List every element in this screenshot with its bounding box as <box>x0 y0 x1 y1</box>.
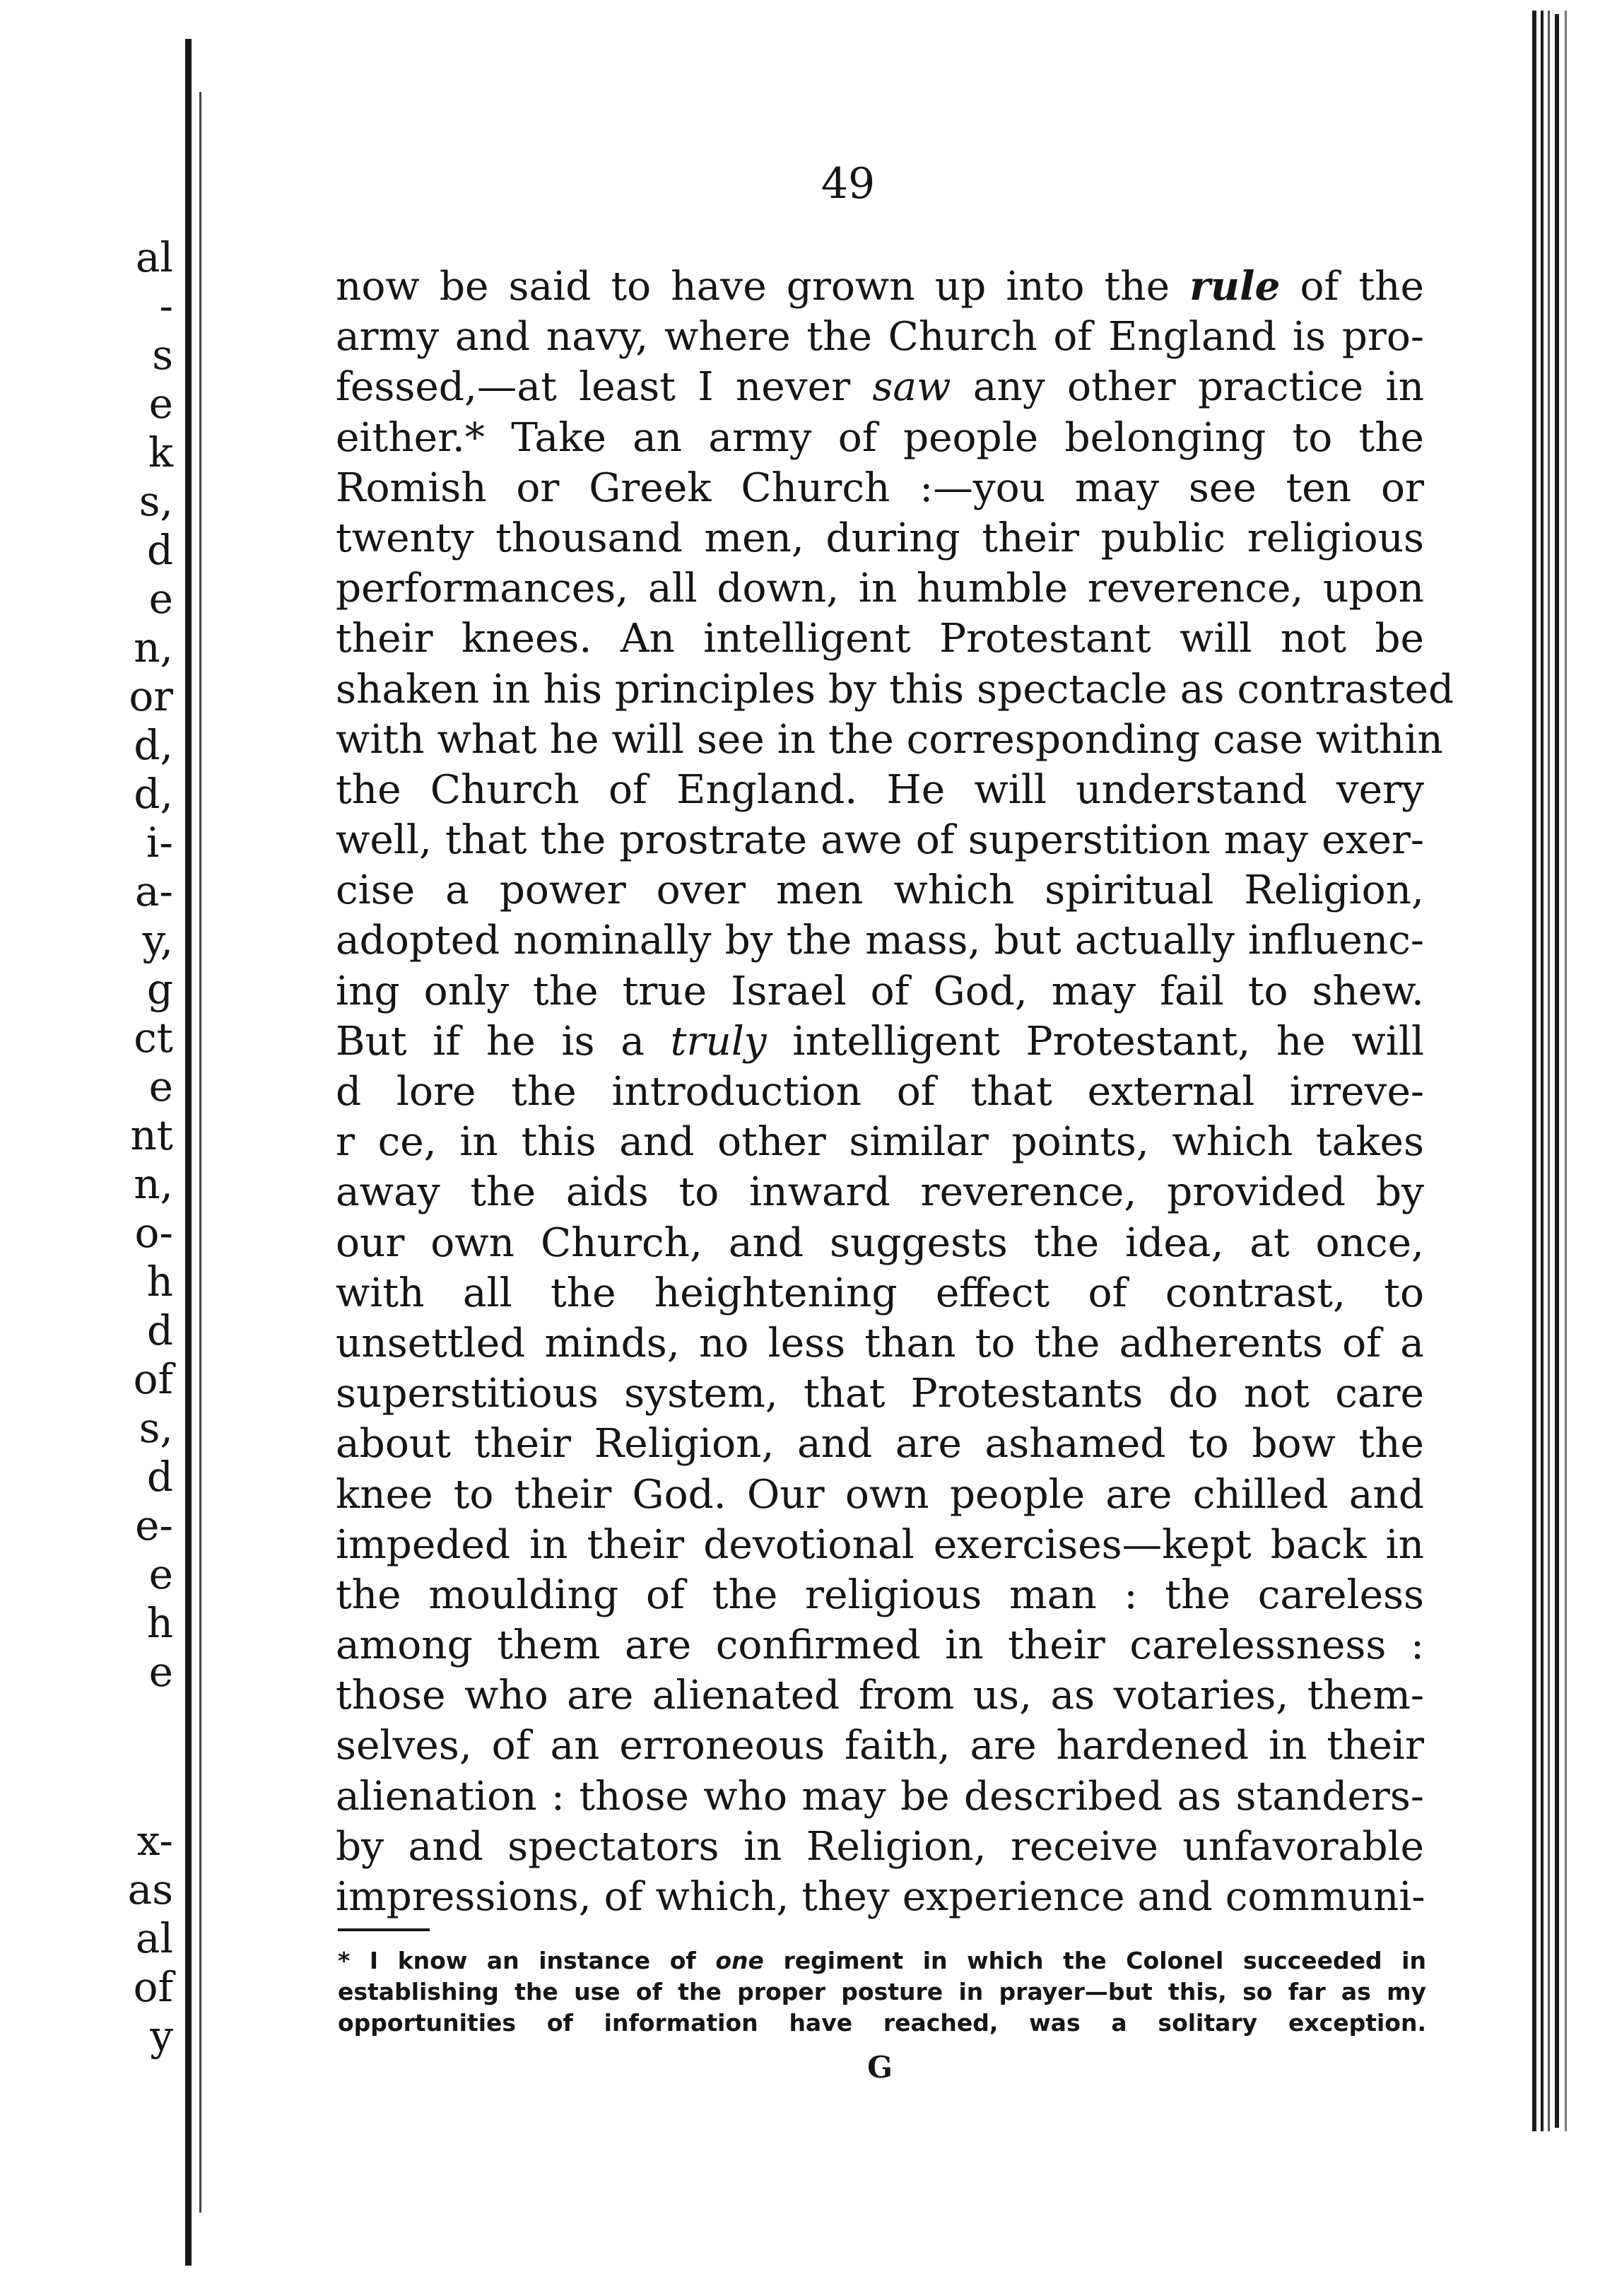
text-run: any other practice in <box>951 364 1424 411</box>
text-run: selves, of an erroneous faith, are hardened in their <box>336 1723 1424 1769</box>
text-run: regiment in which the Colonel succeeded in <box>763 1947 1426 1974</box>
text-line <box>336 463 1424 513</box>
text-line <box>336 1318 1424 1369</box>
facing-page-fragment: d <box>146 526 173 574</box>
text-line <box>336 563 1424 614</box>
footnote-line <box>338 2008 1426 2039</box>
text-run: d lore the introduction of that external irreve- <box>336 1069 1424 1115</box>
text-run: adopted nominally by the mass, but actually influenc- <box>336 918 1424 964</box>
text-line <box>336 715 1443 765</box>
text-line <box>336 1419 1424 1469</box>
text-run: now be said to have grown up into the <box>336 264 1190 310</box>
body-text <box>336 262 1454 1922</box>
text-line <box>336 1117 1424 1167</box>
text-line <box>336 312 1424 362</box>
text-run: Romish or Greek Church :—you may see ten or <box>336 464 1424 511</box>
facing-page-fragment: g <box>146 965 173 1013</box>
text-run: rule <box>1189 263 1281 310</box>
text-run: knee to their God. Our own people are chilled and <box>336 1471 1424 1518</box>
text-line <box>336 1771 1424 1822</box>
facing-page-fragment: o- <box>134 1209 173 1257</box>
text-run: well, that the prostrate awe of superstition may exer- <box>336 817 1424 864</box>
facing-page-fragment: or <box>129 672 173 720</box>
book-gutter-shadow <box>199 92 201 2213</box>
facing-page-fragment: nt <box>130 1111 173 1159</box>
facing-page-fragment: ct <box>134 1014 173 1062</box>
page-edge-line <box>1532 11 1536 2131</box>
text-line <box>336 865 1424 915</box>
text-run: impeded in their devotional exercises—kept back in <box>336 1521 1424 1568</box>
text-run: by and spectators in Religion, receive unfavorable <box>336 1823 1424 1870</box>
text-run: their knees. An intelligent Protestant will not be <box>336 616 1424 662</box>
text-line <box>336 1620 1424 1670</box>
footnote-line <box>338 1976 1426 2008</box>
text-run: with all the heightening effect of contrast, to <box>336 1270 1424 1316</box>
text-line <box>336 915 1424 966</box>
text-run: fessed,—at least I never <box>336 364 873 411</box>
facing-page-fragment: i- <box>146 819 173 867</box>
text-line <box>336 1470 1424 1520</box>
facing-page-fragment: d <box>146 1453 173 1501</box>
text-run: alienation : those who may be described as standers- <box>336 1773 1424 1820</box>
facing-page-fragment: of <box>133 1963 173 2011</box>
facing-page-fragment: n, <box>134 1160 173 1208</box>
text-line <box>336 362 1424 412</box>
page-edge-line <box>1565 11 1567 2131</box>
page-number: 49 <box>821 159 876 209</box>
text-line <box>336 1268 1424 1318</box>
facing-page-fragment: x- <box>136 1817 173 1865</box>
text-line <box>336 1067 1424 1117</box>
text-line <box>336 513 1424 563</box>
facing-page-fragment: al <box>135 233 173 281</box>
text-run: establishing the use of the proper posture in prayer—but this, so far as my <box>338 1978 1426 2005</box>
text-run: the moulding of the religious man : the careless <box>336 1571 1424 1618</box>
text-run: ing only the true Israel of God, may fail to shew. <box>336 968 1424 1014</box>
facing-page-fragment: k <box>148 428 173 476</box>
text-line <box>336 1822 1424 1872</box>
text-line <box>336 664 1454 715</box>
facing-page-fragment: e <box>148 1550 173 1598</box>
facing-page-fragment: n, <box>134 623 173 672</box>
text-run: about their Religion, and are ashamed to bow the <box>336 1421 1424 1468</box>
facing-page-fragment: a- <box>134 867 173 915</box>
text-run: either.* Take an army of people belonging to the <box>336 414 1424 461</box>
text-run: away the aids to inward reverence, provided by <box>336 1169 1424 1216</box>
text-line <box>336 815 1424 865</box>
facing-page-fragment: h <box>146 1599 173 1647</box>
text-run: intelligent Protestant, he will <box>766 1018 1424 1065</box>
facing-page-fragment: e <box>148 380 173 428</box>
facing-page-fragment: d <box>146 1306 173 1354</box>
text-line <box>336 1520 1424 1570</box>
page-edge-line <box>1555 14 1559 2128</box>
text-line <box>336 413 1424 463</box>
text-run: cise a power over men which spiritual Religion, <box>336 867 1424 914</box>
facing-page-fragment: al <box>135 1914 173 1962</box>
facing-page-text-fragments <box>0 233 180 2061</box>
facing-page-fragment: y, <box>142 916 173 964</box>
text-line <box>336 1017 1424 1067</box>
text-run: unsettled minds, no less than to the adherents of a <box>336 1320 1424 1366</box>
facing-page-fragment: e <box>148 575 173 623</box>
facing-page-fragment: s, <box>139 477 173 525</box>
text-line <box>336 1218 1424 1268</box>
facing-page-fragment: s, <box>139 1404 173 1452</box>
text-line <box>336 1369 1424 1419</box>
book-gutter <box>185 39 192 2266</box>
text-run: with what he will see in the corresponding case within <box>336 716 1443 763</box>
facing-page-fragment: d, <box>134 721 173 769</box>
text-run: superstitious system, that Protestants do not care <box>336 1371 1424 1417</box>
facing-page-fragment: as <box>127 1866 173 1914</box>
signature-mark: G <box>867 2050 893 2085</box>
text-run: among them are confirmed in their carelessness : <box>336 1622 1424 1669</box>
text-run: impressions, of which, they experience and communi- <box>336 1874 1425 1920</box>
text-run: truly <box>670 1018 767 1065</box>
facing-page-fragment: e <box>148 1062 173 1111</box>
page-edge-line <box>1548 11 1550 2131</box>
text-run: one <box>715 1947 764 1974</box>
facing-page-fragment: y <box>150 2012 173 2060</box>
footnote-line <box>338 1945 1426 1976</box>
facing-page-fragment: e <box>148 1648 173 1696</box>
text-line <box>336 1670 1424 1721</box>
facing-page-fragment: - <box>159 282 173 330</box>
text-run: But if he is a <box>336 1018 671 1065</box>
facing-page-fragment: of <box>133 1355 173 1403</box>
text-run: our own Church, and suggests the idea, at once, <box>336 1219 1424 1266</box>
text-run: saw <box>872 364 951 411</box>
text-line <box>336 1721 1424 1771</box>
facing-page-fragment <box>0 1697 180 1817</box>
facing-page-fragment: e- <box>135 1501 173 1550</box>
text-line <box>336 614 1424 664</box>
text-line <box>336 765 1424 815</box>
text-line <box>336 1570 1424 1620</box>
text-line <box>336 262 1424 312</box>
text-run: * I know an instance of <box>338 1947 716 1974</box>
footnote <box>338 1945 1426 2039</box>
text-line <box>336 1167 1424 1217</box>
text-run: r ce, in this and other similar points, which takes <box>336 1119 1424 1166</box>
text-run: shaken in his principles by this spectacle as contrasted <box>336 666 1454 713</box>
facing-page-fragment: h <box>146 1258 173 1306</box>
text-run: those who are alienated from us, as votaries, them- <box>336 1673 1424 1719</box>
text-run: performances, all down, in humble reverence, upon <box>336 566 1424 612</box>
text-run: of the <box>1280 264 1424 310</box>
text-run: army and navy, where the Church of England is pro- <box>336 314 1424 361</box>
text-run: twenty thousand men, during their public religious <box>336 515 1424 561</box>
text-run: opportunities of information have reached, was a solitary exception. <box>338 2009 1426 2037</box>
text-line <box>336 1872 1424 1922</box>
text-run: the Church of England. He will understand very <box>336 766 1424 813</box>
page-edge-line <box>1541 11 1544 2131</box>
footnote-rule <box>338 1928 430 1931</box>
facing-page-fragment: d, <box>134 770 173 818</box>
text-line <box>336 966 1424 1017</box>
facing-page-fragment: s <box>152 331 173 379</box>
